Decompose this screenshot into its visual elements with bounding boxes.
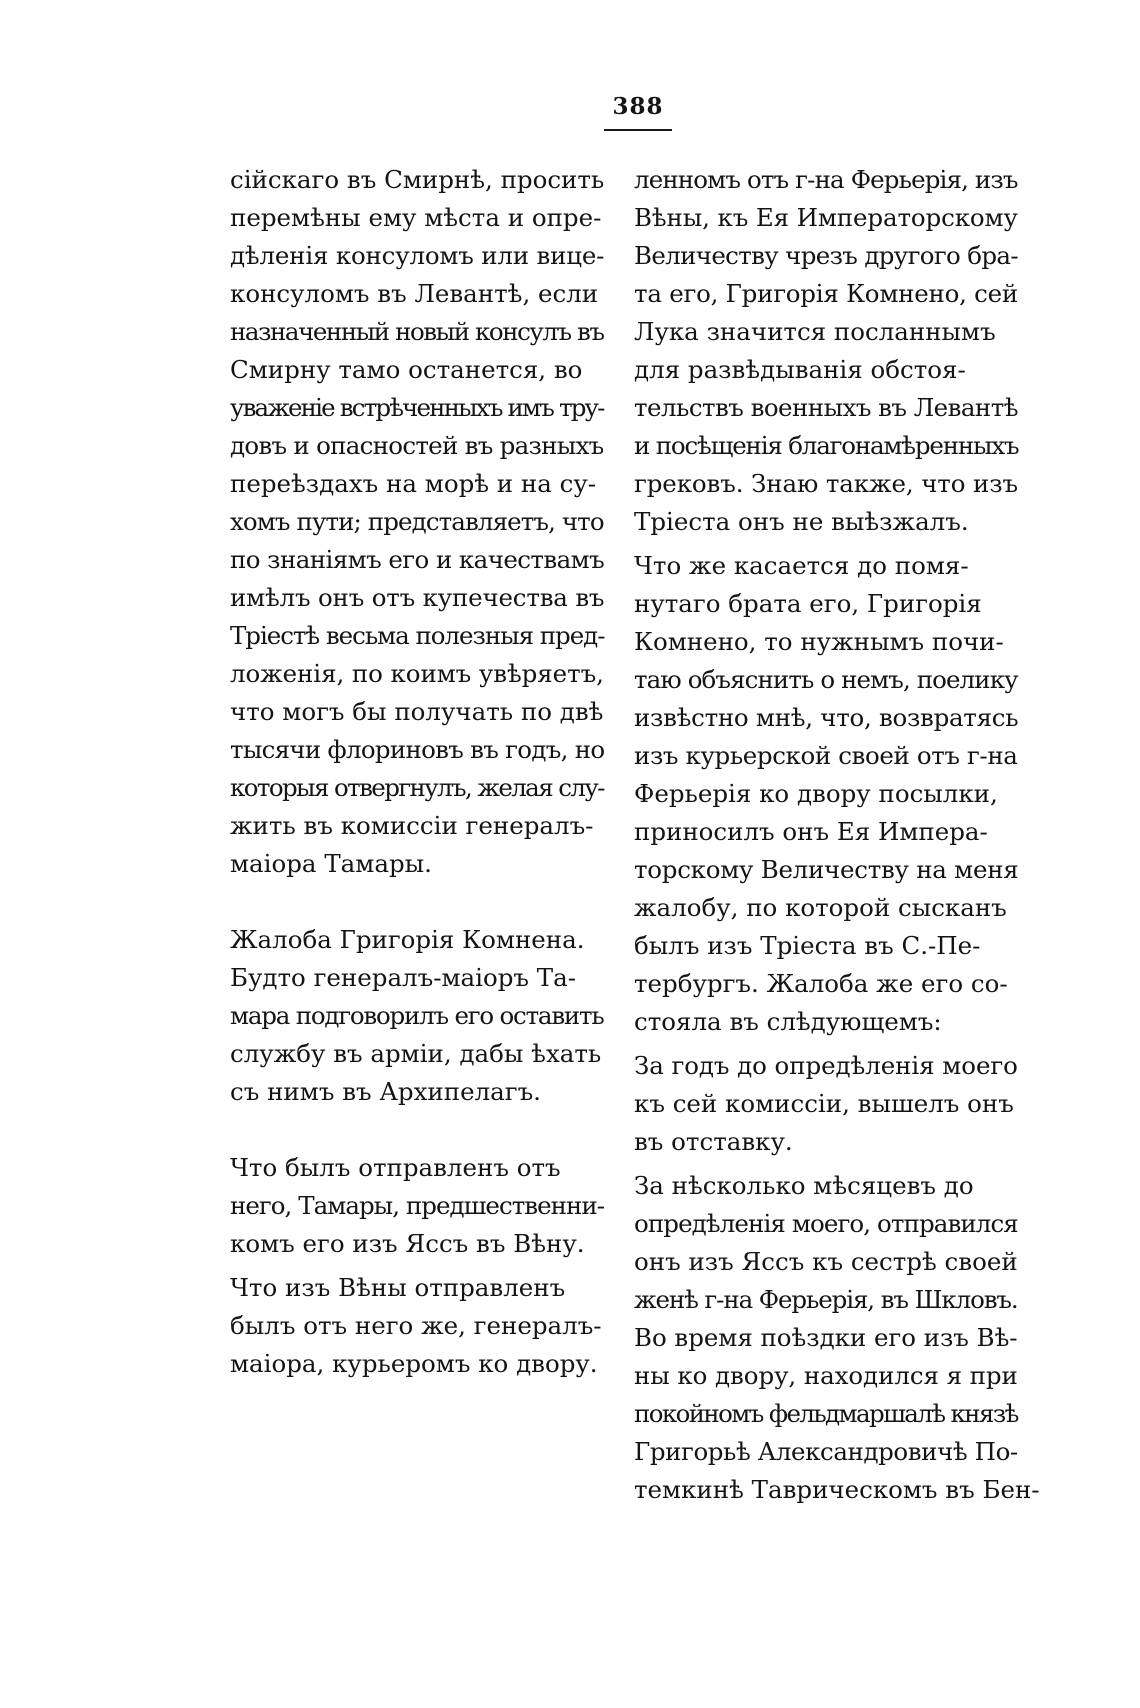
- text-line: ленномъ отъ г-на Ферьерія, изъ: [634, 165, 1018, 194]
- text-line: Что изъ Вѣны отправленъ: [230, 1273, 566, 1302]
- text-line: тельствъ военныхъ въ Левантѣ: [634, 393, 1018, 422]
- text-line: службу въ арміи, дабы ѣхать: [230, 1039, 602, 1068]
- text-line: переѣздахъ на морѣ и на су-: [230, 469, 597, 498]
- text-line: приносилъ онъ Ея Импера-: [634, 817, 988, 846]
- text-line: консуломъ въ Левантѣ, если: [230, 279, 599, 308]
- paragraph-gap: [230, 883, 604, 921]
- text-line: Смирну тамо останется, во: [230, 355, 583, 384]
- left-paragraph: [230, 1149, 604, 1263]
- text-line: уваженіе встрѣченныхъ имъ тру-: [230, 393, 604, 422]
- text-line: къ сей комиссіи, вышелъ онъ: [634, 1089, 1014, 1118]
- text-line: довъ и опасностей въ разныхъ: [230, 431, 604, 460]
- text-line: Что былъ отправленъ отъ: [230, 1153, 561, 1182]
- left-paragraph: [230, 1269, 604, 1383]
- text-line: Во время поѣздки его изъ Вѣ-: [634, 1323, 1018, 1352]
- text-line: что могъ бы получать по двѣ: [230, 697, 604, 726]
- text-line: по знаніямъ его и качествамъ: [230, 545, 605, 574]
- text-line: Тріеста онъ не выѣзжалъ.: [634, 507, 969, 536]
- text-line: жить въ комиссіи генералъ-: [230, 811, 594, 840]
- text-line: таю объяснить о немъ, поелику: [634, 665, 1018, 694]
- left-paragraph: [230, 959, 604, 1111]
- right-paragraph: [634, 1047, 1018, 1161]
- text-line: въ отставку.: [634, 1127, 793, 1156]
- left-paragraph: [230, 161, 604, 883]
- page-number: 388: [612, 93, 664, 120]
- right-column: [634, 161, 1040, 1509]
- text-line: жалобу, по которой сысканъ: [634, 893, 1007, 922]
- text-line: женѣ г-на Ферьерія, въ Шкловъ.: [634, 1285, 1018, 1314]
- text-line: стояла въ слѣдующемъ:: [634, 1007, 942, 1036]
- text-line: Вѣны, къ Ея Императорскому: [634, 203, 1018, 232]
- text-line: былъ отъ него же, генералъ-: [230, 1311, 602, 1340]
- text-line: дѣленія консуломъ или вице-: [230, 241, 605, 270]
- text-line: перемѣны ему мѣста и опре-: [230, 203, 602, 232]
- text-line: имѣлъ онъ отъ купечества въ: [230, 583, 605, 612]
- text-line: извѣстно мнѣ, что, возвратясь: [634, 703, 1019, 732]
- text-line: комъ его изъ Яссъ въ Вѣну.: [230, 1229, 585, 1258]
- text-line: покойномъ фельдмаршалѣ князѣ: [634, 1399, 1018, 1428]
- text-line: съ нимъ въ Архипелагъ.: [230, 1077, 541, 1106]
- right-paragraph: [634, 1167, 1040, 1509]
- text-line: ны ко двору, находился я при: [634, 1361, 1018, 1390]
- text-line: Григорьѣ Александровичѣ По-: [634, 1437, 1018, 1466]
- left-column: [230, 161, 604, 1383]
- text-line: былъ изъ Тріеста въ С.-Пе-: [634, 931, 981, 960]
- text-line: ложенія, по коимъ увѣряетъ,: [230, 659, 604, 688]
- text-line: для развѣдыванія обстоя-: [634, 355, 966, 384]
- text-line: назначенный новый консулъ въ: [230, 317, 604, 346]
- text-line: изъ курьерской своей отъ г-на: [634, 741, 1018, 770]
- text-line: Что же касается до помя-: [634, 551, 969, 580]
- right-paragraph: [634, 161, 1018, 541]
- paragraph-gap: [230, 1111, 604, 1149]
- text-line: Лука значится посланнымъ: [634, 317, 996, 346]
- text-line: торскому Величеству на меня: [634, 855, 1019, 884]
- text-line: Ферьерія ко двору посылки,: [634, 779, 998, 808]
- text-line: та его, Григорія Комнено, сей: [634, 279, 1018, 308]
- text-line: За годъ до опредѣленія моего: [634, 1051, 1018, 1080]
- text-line: Комнено, то нужнымъ почи-: [634, 627, 1004, 656]
- text-line: За нѣсколько мѣсяцевъ до: [634, 1171, 974, 1200]
- text-line: маіора, курьеромъ ко двору.: [230, 1349, 598, 1378]
- text-line: маіора Тамары.: [230, 849, 432, 878]
- page-number-rule: [604, 129, 672, 131]
- text-line: тысячи флориновъ въ годъ, но: [230, 735, 605, 764]
- text-line: и посѣщенія благонамѣренныхъ: [634, 431, 1019, 460]
- text-line: нутаго брата его, Григорія: [634, 589, 982, 618]
- text-line: которыя отвергнулъ, желая слу-: [230, 773, 604, 802]
- text-line: него, Тамары, предшественни-: [230, 1191, 605, 1220]
- text-line: темкинѣ Таврическомъ въ Бен-: [634, 1475, 1040, 1504]
- text-line: опредѣленія моего, отправился: [634, 1209, 1018, 1238]
- text-line: мара подговорилъ его оставить: [230, 1001, 604, 1030]
- text-line: грековъ. Знаю также, что изъ: [634, 469, 1019, 498]
- text-line: Жалоба Григорія Комнена.: [230, 925, 585, 954]
- left-paragraph: [230, 921, 604, 959]
- text-line: тербургъ. Жалоба же его со-: [634, 969, 1008, 998]
- text-line: Тріестѣ весьма полезныя пред-: [230, 621, 605, 650]
- right-paragraph: [634, 547, 1018, 1041]
- text-line: онъ изъ Яссъ къ сестрѣ своей: [634, 1247, 1018, 1276]
- text-line: Величеству чрезъ другого бра-: [634, 241, 1018, 270]
- text-line: хомъ пути; представляетъ, что: [230, 507, 604, 536]
- text-line: сійскаго въ Смирнѣ, просить: [230, 165, 605, 194]
- text-line: Будто генералъ-маіоръ Та-: [230, 963, 577, 992]
